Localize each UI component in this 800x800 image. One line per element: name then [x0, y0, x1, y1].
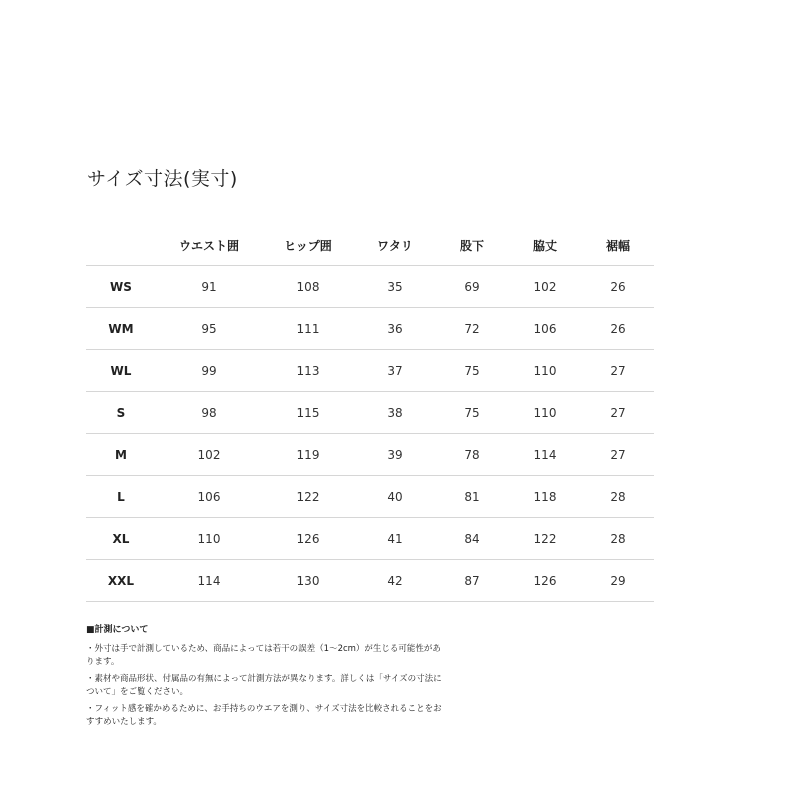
- header-hip: ヒップ囲: [262, 225, 354, 266]
- table-cell: 110: [508, 392, 582, 434]
- note-item: ・素材や商品形状、付属品の有無によって計測方法が異なります。詳しくは「サイズの寸法について」をご覧ください。: [86, 674, 442, 697]
- table-cell: 42: [354, 560, 436, 602]
- header-hem-width: 裾幅: [582, 225, 654, 266]
- size-table: [86, 225, 654, 602]
- header-side-length: 脇丈: [508, 225, 582, 266]
- size-label: M: [86, 434, 156, 476]
- table-cell: 26: [582, 266, 654, 308]
- table-cell: 27: [582, 392, 654, 434]
- table-cell: 122: [508, 518, 582, 560]
- table-cell: 75: [436, 350, 508, 392]
- table-cell: 40: [354, 476, 436, 518]
- table-cell: 118: [508, 476, 582, 518]
- table-cell: 35: [354, 266, 436, 308]
- table-cell: 27: [582, 350, 654, 392]
- table-row: [86, 308, 654, 350]
- table-cell: 99: [156, 350, 262, 392]
- table-cell: 72: [436, 308, 508, 350]
- size-label: XXL: [86, 560, 156, 602]
- notes-heading: ■計測について: [86, 625, 149, 635]
- table-cell: 115: [262, 392, 354, 434]
- table-cell: 87: [436, 560, 508, 602]
- header-thigh: ワタリ: [354, 225, 436, 266]
- table-cell: 108: [262, 266, 354, 308]
- table-row: [86, 392, 654, 434]
- header-inseam: 股下: [436, 225, 508, 266]
- table-cell: 126: [508, 560, 582, 602]
- table-cell: 36: [354, 308, 436, 350]
- table-row: [86, 476, 654, 518]
- size-label: XL: [86, 518, 156, 560]
- table-cell: 38: [354, 392, 436, 434]
- note-item: ・外寸は手で計測しているため、商品によっては若干の誤差（1〜2cm）が生じる可能性があります。: [86, 644, 441, 667]
- table-cell: 122: [262, 476, 354, 518]
- table-row: [86, 350, 654, 392]
- table-cell: 106: [156, 476, 262, 518]
- table-row: [86, 518, 654, 560]
- table-cell: 91: [156, 266, 262, 308]
- table-row: [86, 434, 654, 476]
- table-cell: 26: [582, 308, 654, 350]
- table-cell: 69: [436, 266, 508, 308]
- size-label: WL: [86, 350, 156, 392]
- table-cell: 78: [436, 434, 508, 476]
- table-cell: 119: [262, 434, 354, 476]
- table-row: [86, 266, 654, 308]
- table-cell: 98: [156, 392, 262, 434]
- table-cell: 41: [354, 518, 436, 560]
- table-cell: 28: [582, 476, 654, 518]
- note-item: ・フィット感を確かめるために、お手持ちのウエアを測り、サイズ寸法を比較されることをおすすめいたします。: [86, 704, 442, 727]
- table-cell: 37: [354, 350, 436, 392]
- table-cell: 75: [436, 392, 508, 434]
- table-cell: 81: [436, 476, 508, 518]
- size-label: WM: [86, 308, 156, 350]
- table-cell: 28: [582, 518, 654, 560]
- table-cell: 84: [436, 518, 508, 560]
- table-header-row: [86, 225, 654, 266]
- size-label: WS: [86, 266, 156, 308]
- table-cell: 39: [354, 434, 436, 476]
- table-cell: 102: [508, 266, 582, 308]
- table-cell: 130: [262, 560, 354, 602]
- table-cell: 95: [156, 308, 262, 350]
- header-waist: ウエスト囲: [156, 225, 262, 266]
- table-row: [86, 560, 654, 602]
- table-cell: 29: [582, 560, 654, 602]
- table-cell: 106: [508, 308, 582, 350]
- table-cell: 110: [156, 518, 262, 560]
- page-title: サイズ寸法(実寸): [87, 168, 238, 190]
- table-cell: 126: [262, 518, 354, 560]
- table-cell: 111: [262, 308, 354, 350]
- table-cell: 110: [508, 350, 582, 392]
- header-size: [86, 225, 156, 266]
- table-cell: 114: [156, 560, 262, 602]
- measurement-notes: [86, 624, 446, 733]
- table-cell: 114: [508, 434, 582, 476]
- size-label: L: [86, 476, 156, 518]
- table-cell: 27: [582, 434, 654, 476]
- table-cell: 102: [156, 434, 262, 476]
- table-cell: 113: [262, 350, 354, 392]
- size-label: S: [86, 392, 156, 434]
